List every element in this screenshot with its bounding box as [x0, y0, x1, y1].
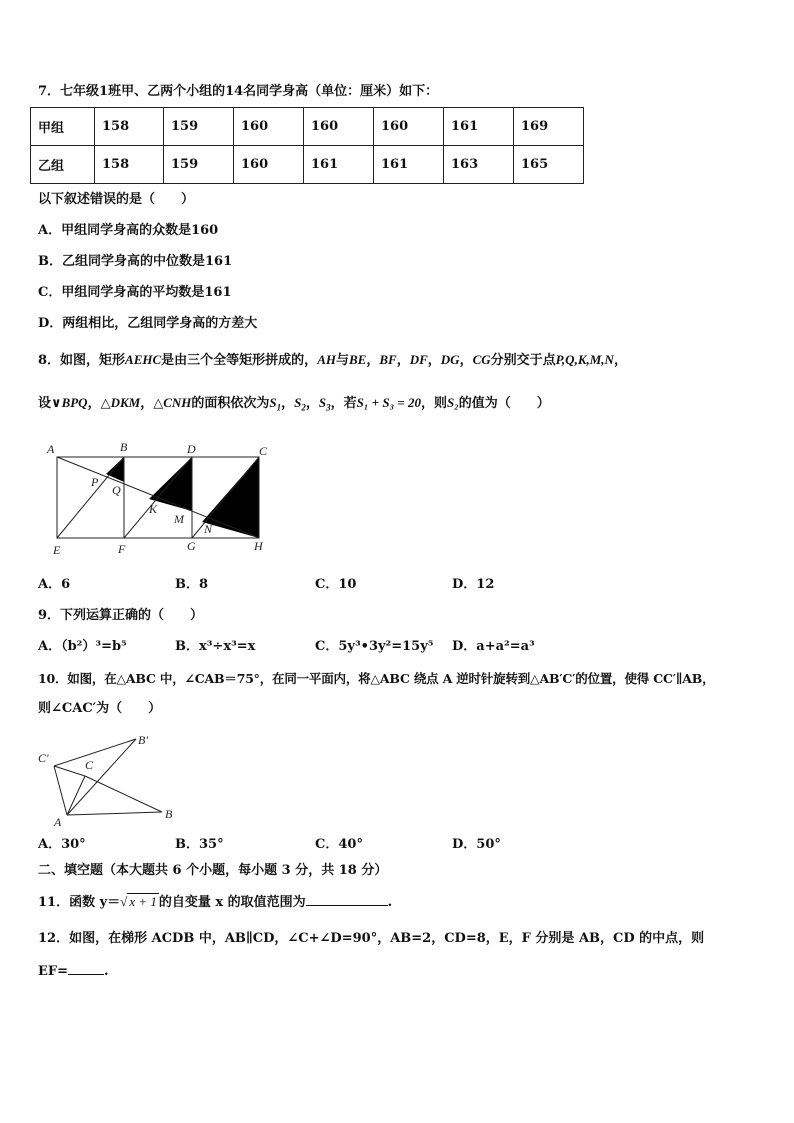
segment-ab: [67, 812, 162, 815]
label-m: M: [174, 512, 184, 526]
segment-cc-prime: [54, 766, 85, 776]
label-b-prime: B′: [138, 733, 148, 747]
answer-blank[interactable]: [306, 905, 388, 906]
q8-line2-mid: 的面积依次为: [191, 396, 270, 411]
table-cell: 163: [444, 146, 514, 184]
q8-figure: [40, 440, 280, 558]
sqrt-expression: √ x + 1: [120, 894, 157, 909]
segment-ac-prime: [54, 766, 67, 815]
q8-line2-end: 的值为（ ）: [458, 396, 550, 411]
q10-line1: 10．如图，在△ABC 中，∠CAB＝75°，在同一平面内，将△ABC 绕点 A 逆时针旋转到△AB′C′的位置，使得 CC′∥AB，: [38, 671, 715, 686]
q7-question: 以下叙述错误的是（ ）: [38, 192, 195, 207]
table-row: [31, 146, 584, 184]
q8-option-c: C．10: [315, 577, 357, 592]
q10-option-d: D．50°: [452, 837, 501, 852]
answer-blank[interactable]: [68, 974, 104, 975]
q8-seg: BF: [379, 352, 397, 367]
label-d: D: [187, 442, 196, 456]
table-cell: 160: [234, 108, 304, 146]
q8-seg: CG: [472, 352, 491, 367]
label-b: B: [165, 807, 173, 821]
q8-line2-tail: ，则: [421, 396, 448, 411]
q11-line: [38, 893, 392, 912]
q7-option-d: D．两组相比，乙组同学身高的方差大: [38, 316, 258, 331]
table-cell: 161: [444, 108, 514, 146]
q8-option-a: A．6: [38, 577, 71, 592]
section-title: 二、填空题（本大题共 6 个小题，每小题 3 分，共 18 分）: [38, 863, 388, 878]
q8-tri3: △CNH: [153, 395, 192, 410]
q8-s2: $S_2$: [294, 395, 306, 413]
label-n: N: [204, 522, 213, 536]
q9-option-c: C．5y³•3y²=15y⁵: [315, 639, 434, 654]
q12-line2: [38, 963, 109, 981]
q10-line2: 则∠CAC′为（ ）: [38, 701, 162, 716]
q7-option-a: A．甲组同学身高的众数是160: [38, 223, 219, 238]
label-a: A: [54, 815, 62, 829]
table-cell: 160: [304, 108, 374, 146]
segment-ac: [67, 776, 85, 815]
q8-s1: $S_1$: [269, 395, 282, 413]
table-cell: 160: [234, 146, 304, 184]
table-cell: 165: [514, 146, 584, 184]
q10-option-b: B．35°: [175, 837, 224, 852]
q11-prefix: 11．函数 y＝: [38, 895, 121, 910]
q9-stem: 9．下列运算正确的（ ）: [38, 608, 204, 623]
segment-cb: [85, 776, 162, 812]
q10-options: [38, 836, 758, 854]
table-row: [31, 108, 584, 146]
table-cell: 乙组: [31, 146, 95, 184]
q10-figure: [36, 730, 186, 830]
q9-option-d: D．a+a²=a³: [452, 639, 535, 654]
q8-cond-prefix: ，若: [330, 396, 357, 411]
label-b: B: [120, 440, 128, 454]
q8-rect: AEHC: [125, 352, 162, 367]
q8-seg: DF: [409, 352, 428, 367]
q11-end: .: [387, 895, 393, 910]
q8-condition: S₁ + S₃ = 20: [356, 395, 422, 410]
segment-be: [57, 457, 124, 538]
q8-seg: BE: [349, 352, 367, 367]
q8-tri2: △DKM: [100, 395, 141, 410]
table-cell: 159: [164, 108, 234, 146]
q8-option-b: B．8: [175, 577, 209, 592]
label-q: Q: [112, 483, 121, 497]
q8-suffix: 分别交于点: [490, 353, 556, 368]
label-f: F: [118, 542, 126, 556]
label-c: C: [85, 758, 94, 772]
label-c: C: [259, 444, 268, 458]
label-c-prime: C′: [38, 751, 49, 765]
q8-prefix: 8．如图，矩形: [38, 353, 126, 368]
q8-seg: AH: [317, 352, 336, 367]
q8-points: P,Q,K,M,N: [555, 352, 614, 367]
q8-option-d: D．12: [452, 577, 495, 592]
label-e: E: [53, 543, 61, 557]
q7-option-b: B．乙组同学身高的中位数是161: [38, 254, 233, 269]
q8-tri1: ∨BPQ: [51, 395, 88, 410]
q9-option-b: B．x³÷x³=x: [175, 639, 256, 654]
table-cell: 158: [95, 108, 164, 146]
q8-line1: 8．如图，矩形AEHC是由三个全等矩形拼成的，AH与BE，BF，DF，DG，CG分别交于点P,Q,K,M,N，: [38, 352, 627, 368]
q10-option-c: C．40°: [315, 837, 363, 852]
table-cell: 169: [514, 108, 584, 146]
q8-options: [38, 576, 758, 594]
sqrt-radicand: x + 1: [129, 894, 157, 909]
table-cell: 161: [374, 146, 444, 184]
q7-stem: 7．七年级1班甲、乙两个小组的14名同学身高（单位：厘米）如下：: [38, 84, 439, 99]
table-cell: 159: [164, 146, 234, 184]
label-k: K: [149, 502, 158, 516]
height-table: [30, 107, 584, 184]
q12-prefix: EF=: [38, 964, 69, 979]
table-cell: 160: [374, 108, 444, 146]
q11-suffix: 的自变量 x 的取值范围为: [158, 895, 306, 910]
q12-end: .: [104, 964, 109, 979]
q7-option-c: C．甲组同学身高的平均数是161: [38, 285, 232, 300]
q8-seg: DG: [440, 352, 460, 367]
q8-s3: $S_3$: [318, 395, 331, 413]
label-a: A: [47, 442, 55, 456]
table-cell: 161: [304, 146, 374, 184]
label-p: P: [91, 475, 99, 489]
q9-option-a: A．（b²）³=b⁵: [38, 639, 127, 654]
table-cell: 158: [95, 146, 164, 184]
q8-mid: 是由三个全等矩形拼成的，: [161, 353, 318, 368]
table-cell: 甲组: [31, 108, 95, 146]
label-h: H: [254, 539, 263, 553]
q8-line2: 设∨BPQ，△DKM，△CNH的面积依次为$S_1$，$S_2$，$S_3$，若S₁ + S₃ = 20，则S₂的值为（ ）: [38, 395, 550, 413]
q8-ask: S₂: [447, 395, 459, 410]
q8-line1-end: ，: [613, 353, 627, 368]
q12-line1: 12．如图，在梯形 ACDB 中，AB∥CD，∠C+∠D=90°，AB=2，CD=8，E，F 分别是 AB，CD 的中点，则: [38, 931, 705, 946]
q8-line2-prefix: 设: [38, 396, 52, 411]
q10-option-a: A．30°: [38, 837, 86, 852]
q9-options: [38, 638, 758, 656]
label-g: G: [187, 539, 196, 553]
